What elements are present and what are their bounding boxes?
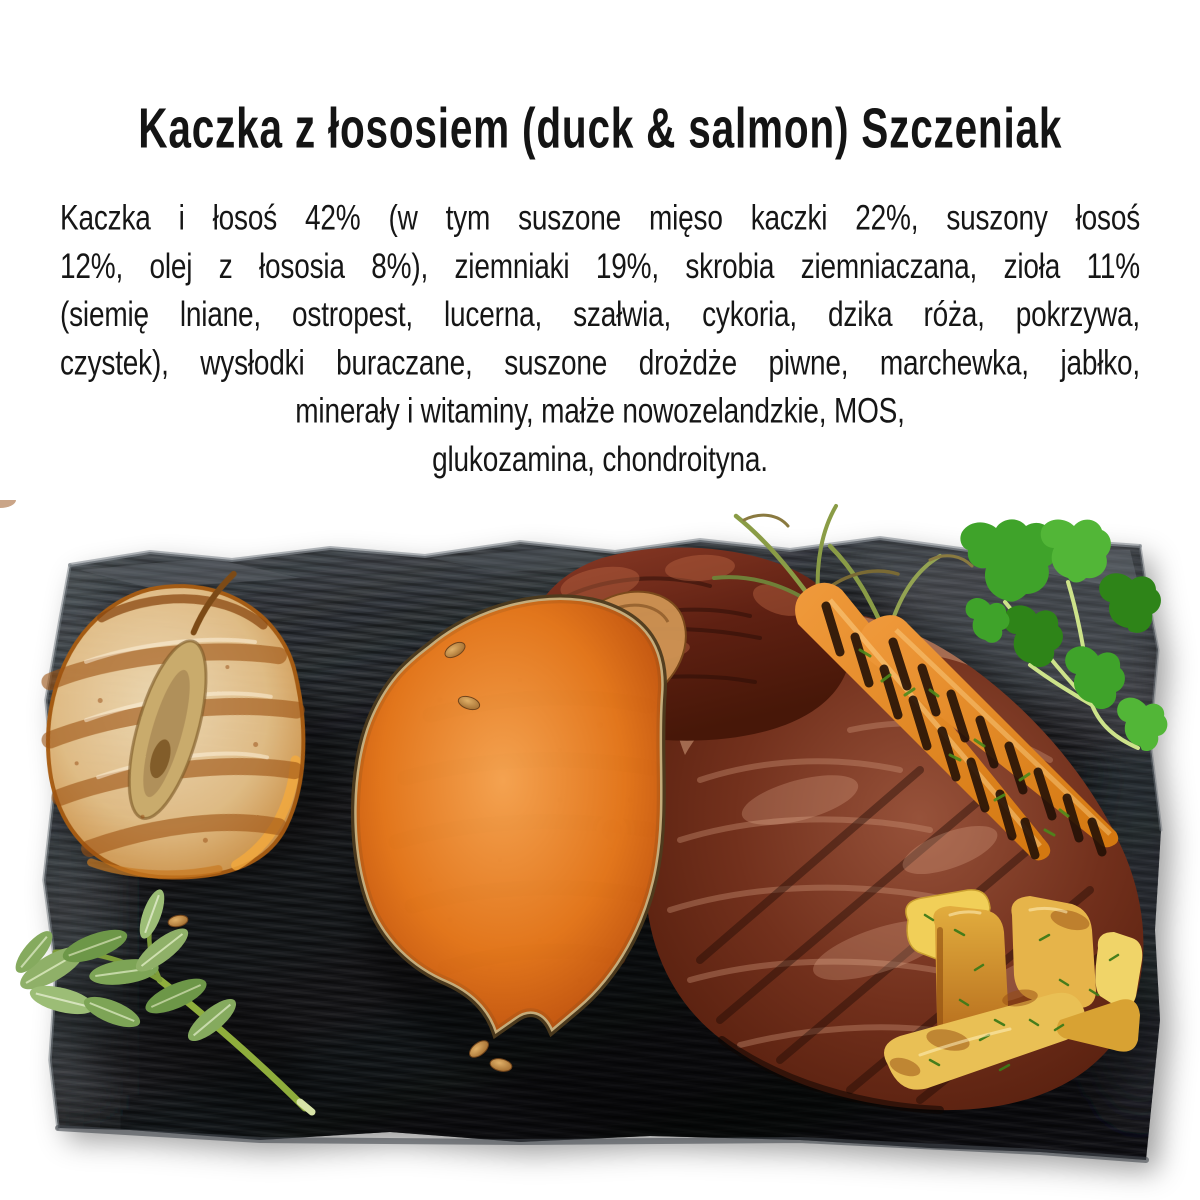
ingredients-line: Kaczka i łosoś 42% (w tym suszone mięso kaczki 22%, suszony łosoś	[60, 197, 1140, 238]
ingredients-line: (siemię lniane, ostropest, lucerna, szałwia, cykoria, dzika róża, pokrzywa,	[60, 294, 1140, 334]
food-photo	[0, 500, 1200, 1200]
ingredients-line: 12%, olej z łososia 8%), ziemniaki 19%, skrobia ziemniaczana, zioła 11%	[60, 246, 1140, 286]
ingredients-line: glukozamina, chondroityna.	[432, 439, 768, 479]
ingredients-line: czystek), wysłodki buraczane, suszone drożdże piwne, marchewka, jabłko,	[60, 342, 1140, 382]
ingredients-line: minerały i witaminy, małże nowozelandzkie, MOS,	[295, 390, 905, 431]
page-title	[0, 97, 1200, 161]
ingredients-text	[60, 194, 1140, 484]
page-title-text: Kaczka z łososiem (duck & salmon) Szczeniak	[138, 97, 1062, 161]
